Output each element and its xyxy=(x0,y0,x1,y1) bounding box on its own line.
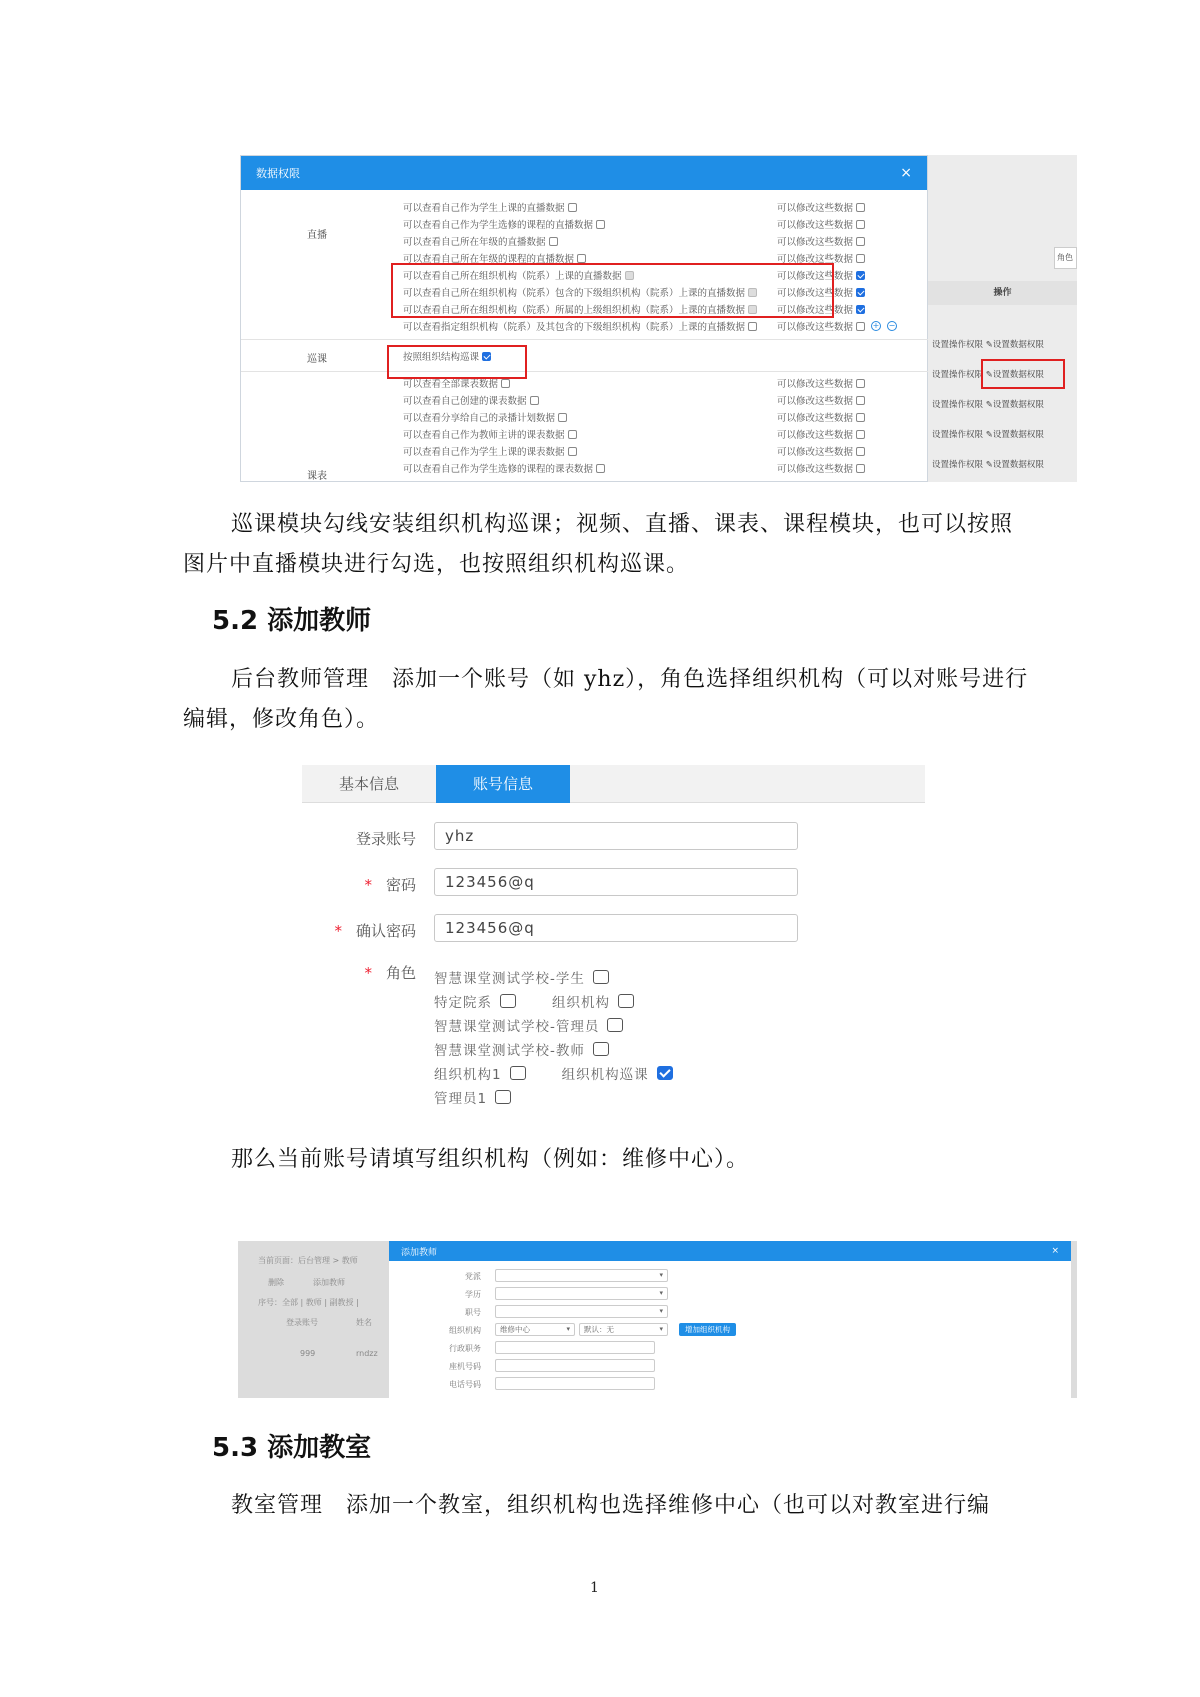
password-label xyxy=(364,874,416,895)
role-line xyxy=(434,1061,734,1085)
modify-text: 可以修改这些数据 xyxy=(777,379,854,390)
dialog-header xyxy=(241,156,927,190)
field-value: 默认：无 xyxy=(584,1325,614,1334)
paragraph-add-classroom: 教室管理 添加一个教室，组织机构也选择维修中心（也可以对教室进行编 xyxy=(231,1493,991,1518)
permission-row xyxy=(403,425,923,443)
set-data-permission-link[interactable]: 设置数据权限 xyxy=(992,430,1044,440)
field-label: 学历 xyxy=(465,1290,481,1299)
title-select[interactable] xyxy=(495,1305,668,1318)
dialog-title: 数据权限 xyxy=(256,167,300,180)
permission-text: 可以查看自己所在组织机构（院系）所属的上级组织机构（院系）上课的直播数据 xyxy=(403,305,746,316)
modify-checkbox[interactable] xyxy=(856,271,865,280)
field-label: 座机号码 xyxy=(449,1362,481,1371)
modify-checkbox[interactable] xyxy=(856,464,865,473)
role-checkbox[interactable] xyxy=(607,1018,623,1032)
landline-input[interactable] xyxy=(495,1359,655,1372)
permission-row xyxy=(403,459,923,477)
permission-text: 可以查看自己所在组织机构（院系）包含的下级组织机构（院系）上课的直播数据 xyxy=(403,288,746,299)
form-row xyxy=(389,1358,1071,1374)
password-input[interactable]: 123456@q xyxy=(434,868,798,896)
role-name: 智慧课堂测试学校-管理员 xyxy=(434,1019,600,1035)
role-name: 管理员1 xyxy=(434,1091,488,1107)
chevron-down-icon: ▾ xyxy=(659,1289,663,1297)
dialog-title: 添加教师 xyxy=(401,1247,438,1258)
field-label: 组织机构 xyxy=(449,1326,481,1335)
permission-text: 可以查看自己作为教师主讲的课表数据 xyxy=(403,430,565,441)
bg-delete-button[interactable]: 删除 xyxy=(268,1278,284,1287)
modify-text: 可以修改这些数据 xyxy=(777,254,854,265)
permission-text: 可以查看自己作为学生上课的课表数据 xyxy=(403,447,565,458)
highlight-box-data-permission xyxy=(981,359,1065,389)
modify-checkbox[interactable] xyxy=(856,413,865,422)
modify-text: 可以修改这些数据 xyxy=(777,464,854,475)
login-account-input[interactable]: yhz xyxy=(434,822,798,850)
field-label: 职号 xyxy=(465,1308,481,1317)
field-label: 电话号码 xyxy=(449,1380,481,1389)
role-label-text: 角色 xyxy=(385,964,416,982)
bg-breadcrumb: 当前页面：后台管理 > 教师 xyxy=(258,1256,358,1265)
view-checkbox[interactable] xyxy=(558,413,567,422)
role-line xyxy=(434,989,734,1013)
close-icon[interactable]: × xyxy=(1051,1246,1059,1256)
form-row xyxy=(389,1268,1071,1284)
permission-row xyxy=(403,215,923,233)
org-default-select[interactable] xyxy=(579,1323,668,1336)
form-row xyxy=(389,1286,1071,1302)
tab-basic-info[interactable]: 基本信息 xyxy=(338,775,399,793)
set-operation-permission-link[interactable]: 设置操作权限 xyxy=(932,400,984,410)
modify-checkbox[interactable] xyxy=(856,254,865,263)
view-checkbox[interactable] xyxy=(530,396,539,405)
field-value: 维修中心 xyxy=(500,1325,530,1334)
set-data-permission-link[interactable]: 设置数据权限 xyxy=(992,460,1044,470)
modify-text: 可以修改这些数据 xyxy=(777,288,854,299)
data-permission-screenshot xyxy=(240,155,1077,482)
confirm-password-label xyxy=(334,920,416,941)
section-title: 添加教室 xyxy=(267,1433,372,1463)
permission-row xyxy=(403,232,923,250)
account-info-screenshot xyxy=(302,765,925,1105)
bg-col-name: 姓名 xyxy=(356,1318,372,1327)
paragraph-patrol-note: 巡课模块勾线安装组织机构巡课；视频、直播、课表、课程模块，也可以按照图片中直播模块进行勾选，也按照组织机构巡课。 xyxy=(183,512,1014,577)
modify-checkbox[interactable] xyxy=(856,447,865,456)
permission-text: 可以查看自己作为学生选修的课程的直播数据 xyxy=(403,220,594,231)
role-name: 特定院系 xyxy=(434,995,492,1011)
patrol-section xyxy=(241,340,929,372)
required-mark: * xyxy=(364,964,372,982)
role-name: 组织机构巡课 xyxy=(561,1067,649,1083)
view-checkbox[interactable] xyxy=(549,237,558,246)
section-heading-5-3 xyxy=(212,1427,371,1464)
permission-row xyxy=(403,317,923,335)
login-account-row xyxy=(302,822,925,852)
operation-row: 设置操作权限 ✎设置数据权限 xyxy=(932,400,1044,410)
role-checkbox[interactable] xyxy=(593,970,609,984)
modify-text: 可以修改这些数据 xyxy=(777,271,854,282)
role-line xyxy=(434,965,734,989)
role-line xyxy=(434,1013,734,1037)
modify-text: 可以修改这些数据 xyxy=(777,305,854,316)
modify-checkbox[interactable] xyxy=(856,379,865,388)
operation-row: 设置操作权限 ✎设置数据权限 xyxy=(932,460,1044,470)
modify-checkbox[interactable] xyxy=(856,305,865,314)
field-label: 党派 xyxy=(465,1272,481,1281)
role-checkbox[interactable] xyxy=(500,994,516,1008)
bg-row-account: 999 xyxy=(300,1349,316,1358)
background-teacher-page xyxy=(238,1241,388,1398)
view-checkbox[interactable] xyxy=(748,322,757,331)
confirm-password-label-text: 确认密码 xyxy=(355,922,416,940)
highlight-box-live xyxy=(391,263,834,318)
role-line xyxy=(434,1085,734,1109)
bg-add-teacher-button[interactable]: 添加教师 xyxy=(313,1278,345,1287)
modify-checkbox[interactable] xyxy=(856,203,865,212)
operation-row: 设置操作权限 ✎设置数据权限 xyxy=(932,430,1044,440)
bg-col-account: 登录账号 xyxy=(286,1318,318,1327)
modify-text: 可以修改这些数据 xyxy=(777,447,854,458)
section-title: 添加教师 xyxy=(267,606,372,636)
password-row xyxy=(302,868,925,898)
section-heading-5-2 xyxy=(212,600,371,637)
chevron-down-icon: ▾ xyxy=(566,1325,570,1333)
login-account-label: 登录账号 xyxy=(355,830,416,848)
view-checkbox[interactable] xyxy=(568,430,577,439)
modify-checkbox[interactable] xyxy=(856,396,865,405)
role-checkbox[interactable] xyxy=(618,994,634,1008)
set-data-permission-link[interactable]: 设置数据权限 xyxy=(992,340,1044,350)
permission-row xyxy=(403,198,923,216)
role-name: 组织机构 xyxy=(552,995,610,1011)
permission-table xyxy=(241,190,929,482)
admin-position-input[interactable] xyxy=(495,1341,655,1354)
view-checkbox[interactable] xyxy=(577,254,586,263)
view-checkbox[interactable] xyxy=(568,203,577,212)
form-row xyxy=(389,1340,1071,1356)
modify-checkbox[interactable] xyxy=(856,237,865,246)
role-name: 智慧课堂测试学校-教师 xyxy=(434,1043,585,1059)
org-select[interactable] xyxy=(495,1323,575,1336)
role-checkbox-list xyxy=(434,965,734,1109)
permission-text: 可以查看全部课表数据 xyxy=(403,379,499,390)
education-select[interactable] xyxy=(495,1287,668,1300)
role-name: 智慧课堂测试学校-学生 xyxy=(434,971,585,987)
modify-checkbox[interactable] xyxy=(856,220,865,229)
set-operation-permission-link[interactable]: 设置操作权限 xyxy=(932,340,984,350)
chevron-down-icon: ▾ xyxy=(659,1271,663,1279)
role-checkbox-checked[interactable] xyxy=(657,1066,673,1080)
required-mark: * xyxy=(334,922,342,940)
set-operation-permission-link[interactable]: 设置操作权限 xyxy=(932,460,984,470)
set-operation-permission-link[interactable]: 设置操作权限 xyxy=(932,430,984,440)
section-number: 5.2 xyxy=(212,606,259,636)
permission-text: 可以查看自己所在年级的课程的直播数据 xyxy=(403,254,575,265)
page-number: 1 xyxy=(590,1580,599,1596)
role-search-stub[interactable]: 角色 xyxy=(1054,247,1077,269)
remove-circle-icon[interactable]: − xyxy=(888,321,896,330)
permission-text: 可以查看自己作为学生上课的直播数据 xyxy=(403,203,565,214)
operation-row: 设置操作权限 ✎设置数据权限 xyxy=(932,340,1044,350)
view-checkbox[interactable] xyxy=(568,447,577,456)
field-label: 行政职务 xyxy=(449,1344,481,1353)
confirm-password-row xyxy=(302,914,925,944)
role-label xyxy=(364,962,416,983)
paragraph-org-note: 那么当前账号请填写组织机构（例如：维修中心）。 xyxy=(231,1147,750,1172)
permission-text: 可以查看自己所在组织机构（院系）上课的直播数据 xyxy=(403,271,622,282)
dialog-header xyxy=(389,1241,1071,1261)
role-name: 组织机构1 xyxy=(434,1067,502,1083)
modify-checkbox[interactable] xyxy=(856,430,865,439)
password-label-text: 密码 xyxy=(385,876,416,894)
modify-checkbox[interactable] xyxy=(856,322,865,331)
set-data-permission-link[interactable]: 设置数据权限 xyxy=(992,400,1044,410)
permission-row xyxy=(403,391,923,409)
permission-row xyxy=(403,408,923,426)
phone-input[interactable] xyxy=(495,1377,655,1390)
bg-row-name: rndzz xyxy=(356,1349,378,1358)
section-label-patrol: 巡课 xyxy=(307,354,327,365)
view-checkbox[interactable] xyxy=(596,464,605,473)
confirm-password-input[interactable]: 123456@q xyxy=(434,914,798,942)
set-operation-permission-link[interactable]: 设置操作权限 xyxy=(932,370,984,380)
paragraph-add-teacher: 后台教师管理 添加一个账号（如 yhz），角色选择组织机构（可以对账号进行编辑，修改角色）。 xyxy=(183,667,1029,732)
bg-filter: 序号：全部 | 教师 | 副教授 | xyxy=(258,1298,359,1307)
permission-text: 可以查看自己作为学生选修的课程的课表数据 xyxy=(403,464,594,475)
tab-account-info[interactable]: 账号信息 xyxy=(436,765,570,803)
section-number: 5.3 xyxy=(212,1433,259,1463)
section-label-live: 直播 xyxy=(307,230,327,241)
modify-checkbox[interactable] xyxy=(856,288,865,297)
data-permission-dialog xyxy=(240,155,928,482)
modify-text: 可以修改这些数据 xyxy=(777,237,854,248)
highlight-box-patrol xyxy=(387,345,527,379)
chevron-down-icon: ▾ xyxy=(659,1325,663,1333)
operation-column-header: 操作 xyxy=(928,281,1077,305)
permission-text: 按照组织结构巡课 xyxy=(403,352,480,363)
role-line xyxy=(434,1037,734,1061)
section-label-schedule: 课表 xyxy=(307,471,327,482)
modify-text: 可以修改这些数据 xyxy=(777,203,854,214)
add-teacher-dialog xyxy=(389,1241,1071,1398)
background-role-table xyxy=(928,155,1077,482)
modify-text: 可以修改这些数据 xyxy=(777,413,854,424)
role-checkbox[interactable] xyxy=(510,1066,526,1080)
set-data-permission-link[interactable]: 设置数据权限 xyxy=(992,370,1044,380)
add-teacher-screenshot xyxy=(238,1241,1077,1398)
role-checkbox[interactable] xyxy=(495,1090,511,1104)
permission-row xyxy=(403,442,923,460)
view-checkbox[interactable] xyxy=(596,220,605,229)
close-icon[interactable]: × xyxy=(900,165,912,181)
modify-text: 可以修改这些数据 xyxy=(777,430,854,441)
form-row xyxy=(389,1322,1071,1338)
schedule-section xyxy=(241,372,929,482)
party-select[interactable] xyxy=(495,1269,668,1282)
required-mark: * xyxy=(364,876,372,894)
add-org-button[interactable]: 增加组织机构 xyxy=(679,1323,736,1336)
modify-text: 可以修改这些数据 xyxy=(777,396,854,407)
permission-text: 可以查看分享给自己的录播计划数据 xyxy=(403,413,556,424)
modify-text: 可以修改这些数据 xyxy=(777,322,854,333)
add-circle-icon[interactable]: + xyxy=(872,321,880,330)
view-checkbox[interactable] xyxy=(501,379,510,388)
modify-text: 可以修改这些数据 xyxy=(777,220,854,231)
role-checkbox[interactable] xyxy=(593,1042,609,1056)
permission-text: 可以查看指定组织机构（院系）及其包含的下级组织机构（院系）上课的直播数据 xyxy=(403,322,746,333)
form-row xyxy=(389,1376,1071,1392)
permission-text: 可以查看自己所在年级的直播数据 xyxy=(403,237,546,248)
form-row xyxy=(389,1304,1071,1320)
operation-row: 设置操作权限 ✎设置数据权限 xyxy=(932,370,1044,380)
permission-text: 可以查看自己创建的课表数据 xyxy=(403,396,527,407)
form-tabs xyxy=(302,765,925,803)
chevron-down-icon: ▾ xyxy=(659,1307,663,1315)
